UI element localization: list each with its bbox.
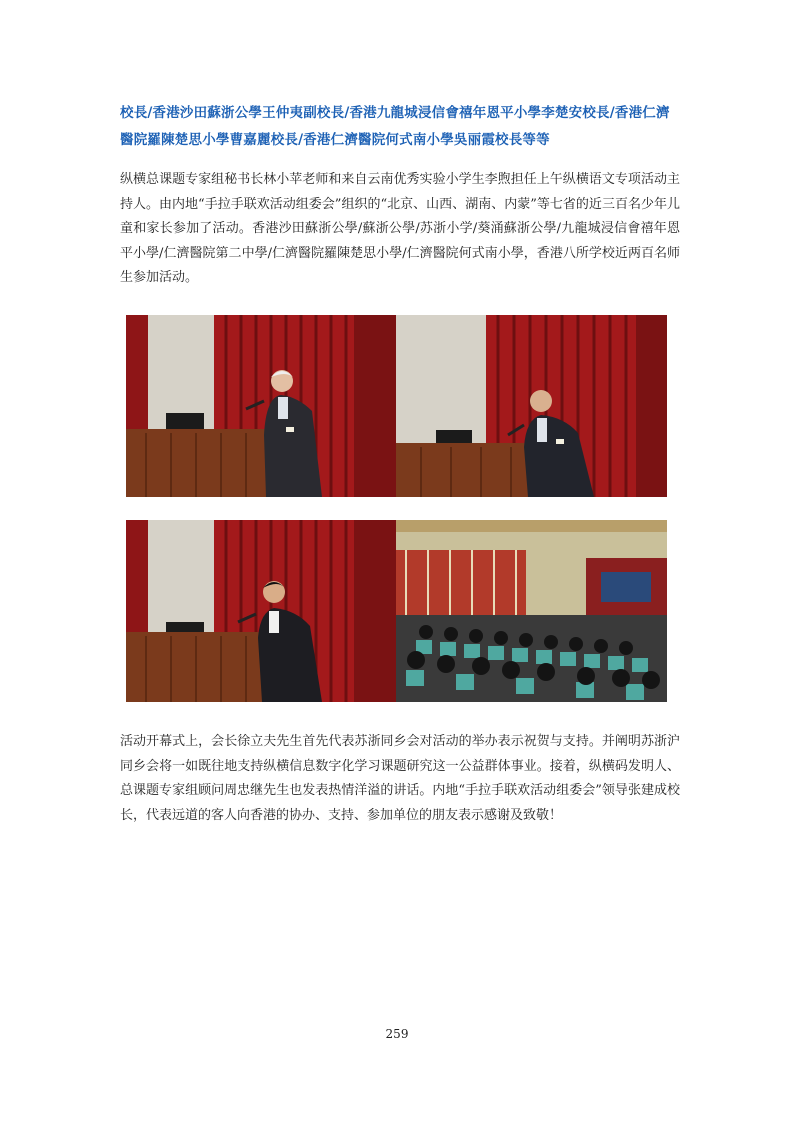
body-paragraph-1: 纵横总课题专家组秘书长林小苹老师和来自云南优秀实验小学生李煦担任上午纵横语文专项活动主持人。由内地“手拉手联欢活动组委会”组织的“北京、山西、湖南、内蒙”等七省的近三百名少年儿童和家长参加了活动。香港沙田蘇浙公學/蘇浙公學/苏浙小学/葵涌蘇浙公學/九龍城浸信會禧年恩平小學/仁濟醫院第二中學/仁濟醫院羅陳楚思小學/仁濟醫院何式南小學，香港八所学校近两百名师生参加活动。 xyxy=(120,172,680,285)
body-paragraph-2: 活动开幕式上，会长徐立夫先生首先代表苏浙同乡会对活动的举办表示祝贺与支持。并阐明苏浙沪同乡会将一如既往地支持纵横信息数字化学习课题研究这一公益群体事业。接着，纵横码发明人、总课题专家组顾问周忠继先生也发表热情洋溢的讲话。内地“手拉手联欢活动组委会”领导张建成校长，代表远道的客人向香港的协办、支持、参加单位的朋友表示感谢及致敬！ xyxy=(120,734,680,823)
photo-speaker-1 xyxy=(126,315,396,497)
section-heading: 校長/香港沙田蘇浙公學王仲夷副校長/香港九龍城浸信會禧年恩平小學李楚安校長/香港仁濟醫院羅陳楚思小學曹嘉麗校長/香港仁濟醫院何式南小學吳丽霞校長等等 xyxy=(120,105,670,148)
photo-speaker-3 xyxy=(126,520,396,702)
page-number: 259 xyxy=(385,1027,409,1041)
photo-auditorium-audience xyxy=(396,520,667,702)
photo-speaker-2 xyxy=(396,315,667,497)
